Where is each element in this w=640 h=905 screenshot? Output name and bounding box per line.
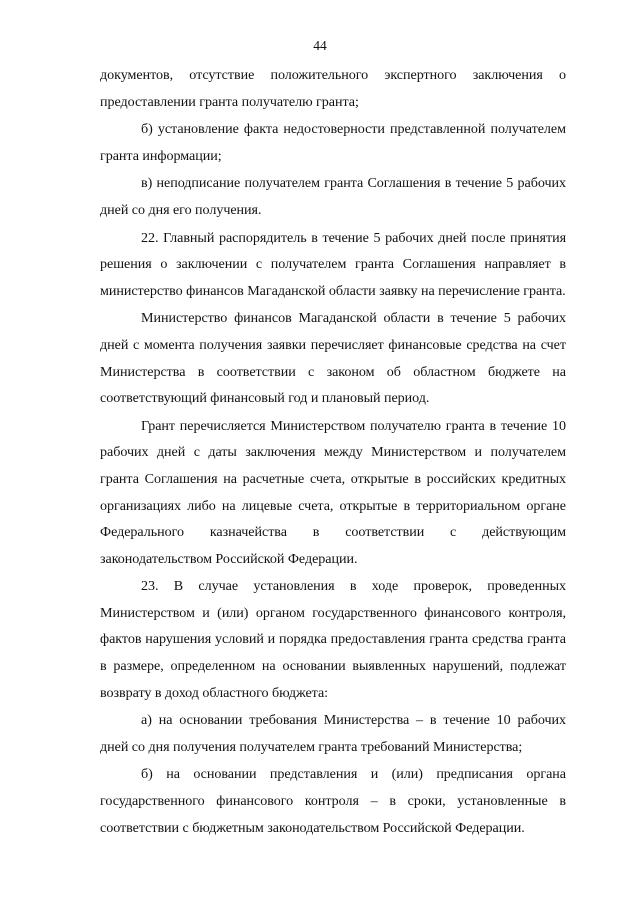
paragraph-22-transfer-request: 22. Главный распорядитель в течение 5 рабочих дней после принятия решения о заключении с получателем гранта Соглашения направляет в министерство финансов Магаданской области заявку на перечисление гранта. bbox=[100, 229, 566, 299]
paragraph-item-v-agreement-not-signed: в) неподписание получателем гранта Соглашения в течение 5 рабочих дней со дня его получения. bbox=[100, 175, 566, 218]
paragraph-item-b-control-body-order: б) на основании представления и (или) предписания органа государственного финансового контроля – в сроки, установленные в соответствии с бюджетным законодательством Российской Федерации. bbox=[100, 766, 566, 836]
paragraph-grant-refusal-grounds-end: документов, отсутствие положительного экспертного заключения о предоставлении гранта получателю гранта; bbox=[100, 67, 566, 110]
paragraph-item-b-false-information: б) установление факта недостоверности представленной получателем гранта информации; bbox=[100, 121, 566, 164]
paragraph-grant-transfer-terms: Грант перечисляется Министерством получателю гранта в течение 10 рабочих дней с даты заключения между Министерством и получателем гранта Соглашения на расчетные счета, открытые в российских кредитных организациях либо на лицевые счета, открытые в территориальном органе Федерального казначейства в соответствии с действующим законодательством Российской Федерации. bbox=[100, 417, 566, 567]
paragraph-ministry-of-finance-transfer: Министерство финансов Магаданской области в течение 5 рабочих дней с момента получения заявки перечисляет финансовые средства на счет Министерства в соответствии с законом об областном бюджете на соответствующий финансовый год и плановый период. bbox=[100, 310, 566, 407]
paragraph-23-grant-refund: 23. В случае установления в ходе проверок, проведенных Министерством и (или) органом государственного финансового контроля, фактов нарушения условий и порядка предоставления гранта средства гранта в размере, определенном на основании выявленных нарушений, подлежат возврату в доход областного бюджета: bbox=[100, 578, 566, 701]
page-number: 44 bbox=[313, 38, 327, 53]
document-body bbox=[100, 62, 566, 842]
paragraph-item-a-ministry-requirement: а) на основании требования Министерства – в течение 10 рабочих дней со дня получения получателем гранта требований Министерства; bbox=[100, 712, 566, 755]
